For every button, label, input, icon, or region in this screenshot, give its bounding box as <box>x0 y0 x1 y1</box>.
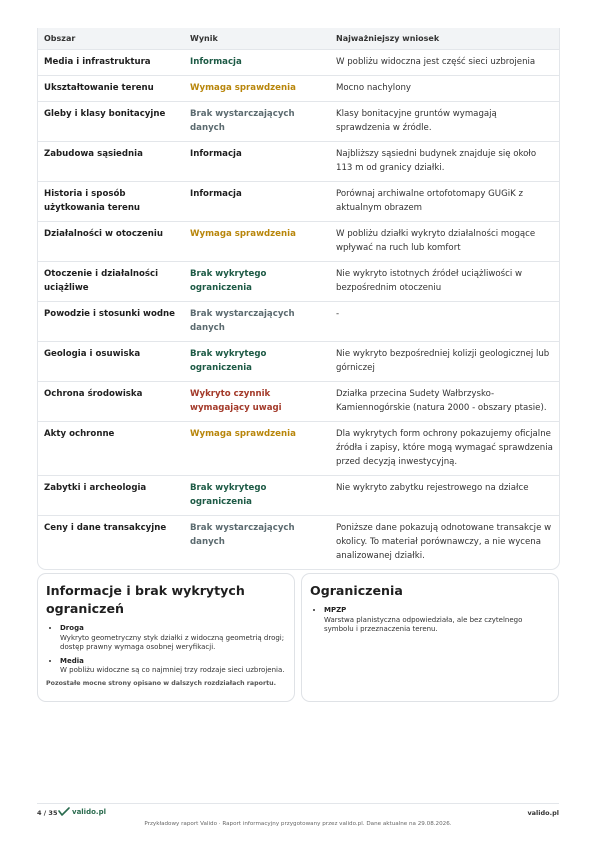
row-conclusion: Dla wykrytych form ochrony pokazujemy oficjalne źródła i zapisy, które mogą wymagać sprawdzenia przed decyzją inwestycyjną. <box>336 429 553 467</box>
summary-table <box>37 28 560 570</box>
row-conclusion: - <box>336 309 340 319</box>
row-area: Otoczenie i działalności uciążliwe <box>44 269 159 293</box>
footer-disclaimer: Przykładowy raport Valido · Raport informacyjny przygotowany przez valido.pl. Dane aktualne na 29.08.2026. <box>144 821 452 827</box>
row-result: Wymaga sprawdzenia <box>190 229 296 239</box>
row-area: Historia i sposób użytkowania terenu <box>44 189 141 213</box>
table-row <box>38 515 559 569</box>
row-area: Akty ochronne <box>44 429 115 439</box>
list-item-title: • MPZP <box>324 606 347 614</box>
row-result: Informacja <box>190 57 242 67</box>
row-area: Media i infrastruktura <box>44 57 151 67</box>
row-area: Zabytki i archeologia <box>44 483 147 493</box>
row-conclusion: W pobliżu działki wykryto działalności mogące wpływać na ruch lub komfort <box>336 229 536 253</box>
table-header <box>38 28 559 49</box>
table-row <box>38 141 559 181</box>
table-row <box>38 75 559 101</box>
list-item-text: W pobliżu widoczne są co najmniej trzy rodzaje sieci uzbrojenia. <box>60 666 285 674</box>
footer-divider <box>37 803 559 804</box>
row-conclusion: Nie wykryto zabytku rejestrowego na działce <box>336 483 529 493</box>
row-area: Ukształtowanie terenu <box>44 83 154 93</box>
row-result: Brak wykrytego ograniczenia <box>190 349 267 373</box>
header-area: Obszar <box>44 34 76 43</box>
table-row <box>38 261 559 301</box>
row-conclusion: Poniższe dane pokazują odnotowane transakcje w okolicy. To materiał porównawczy, a nie wycena analizowanej działki. <box>336 523 552 561</box>
table-row <box>38 475 559 515</box>
header-result: Wynik <box>190 34 218 43</box>
row-conclusion: Nie wykryto bezpośredniej kolizji geologicznej lub górniczej <box>336 349 550 373</box>
restrictions-card <box>301 573 559 702</box>
valido-logo <box>58 807 106 816</box>
table-row <box>38 221 559 261</box>
row-area: Gleby i klasy bonitacyjne <box>44 109 166 119</box>
row-result: Brak wystarczających danych <box>190 309 295 333</box>
row-result: Brak wykrytego ograniczenia <box>190 483 267 507</box>
row-conclusion: Nie wykryto istotnych źródeł uciążliwości w bezpośrednim otoczeniu <box>336 269 522 293</box>
row-area: Zabudowa sąsiednia <box>44 149 143 159</box>
list-item-text: Warstwa planistyczna odpowiedziała, ale bez czytelnego symbolu i przeznaczenia terenu. <box>324 615 523 633</box>
info-card-note: Pozostałe mocne strony opisano w dalszych rozdziałach raportu. <box>46 679 276 687</box>
row-result: Brak wykrytego ograniczenia <box>190 269 267 293</box>
row-area: Geologia i osuwiska <box>44 349 141 359</box>
page-number: 4 / 35 <box>37 809 58 817</box>
row-result: Informacja <box>190 189 242 199</box>
table-row <box>38 421 559 475</box>
list-item <box>60 657 286 676</box>
table-row <box>38 301 559 341</box>
row-conclusion: Mocno nachylony <box>336 83 411 93</box>
list-item <box>60 624 286 653</box>
row-conclusion: Porównaj archiwalne ortofotomapy GUGiK z aktualnym obrazem <box>336 189 524 213</box>
list-item-text: Wykryto geometryczny styk działki z widoczną geometrią drogi; dostęp prawny wymaga osobnej weryfikacji. <box>60 633 285 651</box>
row-area: Ceny i dane transakcyjne <box>44 523 167 533</box>
row-area: Powodzie i stosunki wodne <box>44 309 175 319</box>
row-conclusion: Działka przecina Sudety Wałbrzysko-Kamiennogórskie (natura 2000 - obszary ptasie). <box>336 389 547 413</box>
row-result: Brak wystarczających danych <box>190 109 295 133</box>
row-conclusion: Klasy bonitacyjne gruntów wymagają sprawdzenia w źródle. <box>336 109 497 133</box>
info-card <box>37 573 295 702</box>
table-row <box>38 49 559 75</box>
logo-icon <box>58 807 70 816</box>
table-row <box>38 341 559 381</box>
row-area: Działalności w otoczeniu <box>44 229 163 239</box>
site-name: valido.pl <box>527 809 559 817</box>
logo-text: valido.pl <box>72 807 106 816</box>
restrictions-card-list <box>310 606 550 635</box>
restrictions-card-title: Ograniczenia <box>310 583 403 598</box>
row-conclusion: Najbliższy sąsiedni budynek znajduje się około 113 m od granicy działki. <box>336 149 537 173</box>
table-row <box>38 101 559 141</box>
info-card-list <box>46 624 286 676</box>
table-body <box>38 49 559 569</box>
row-conclusion: W pobliżu widoczna jest część sieci uzbrojenia <box>336 57 536 67</box>
row-result: Wykryto czynnik wymagający uwagi <box>190 389 282 413</box>
row-result: Informacja <box>190 149 242 159</box>
list-item-title: • Droga <box>60 624 84 632</box>
info-card-title: Informacje i brak wykrytych ograniczeń <box>46 583 245 616</box>
row-result: Brak wystarczających danych <box>190 523 295 547</box>
header-conclusion: Najważniejszy wniosek <box>336 34 440 43</box>
row-result: Wymaga sprawdzenia <box>190 83 296 93</box>
table-row <box>38 181 559 221</box>
row-area: Ochrona środowiska <box>44 389 143 399</box>
row-result: Wymaga sprawdzenia <box>190 429 296 439</box>
list-item <box>324 606 550 635</box>
table-row <box>38 381 559 421</box>
list-item-title: • Media <box>60 656 84 665</box>
